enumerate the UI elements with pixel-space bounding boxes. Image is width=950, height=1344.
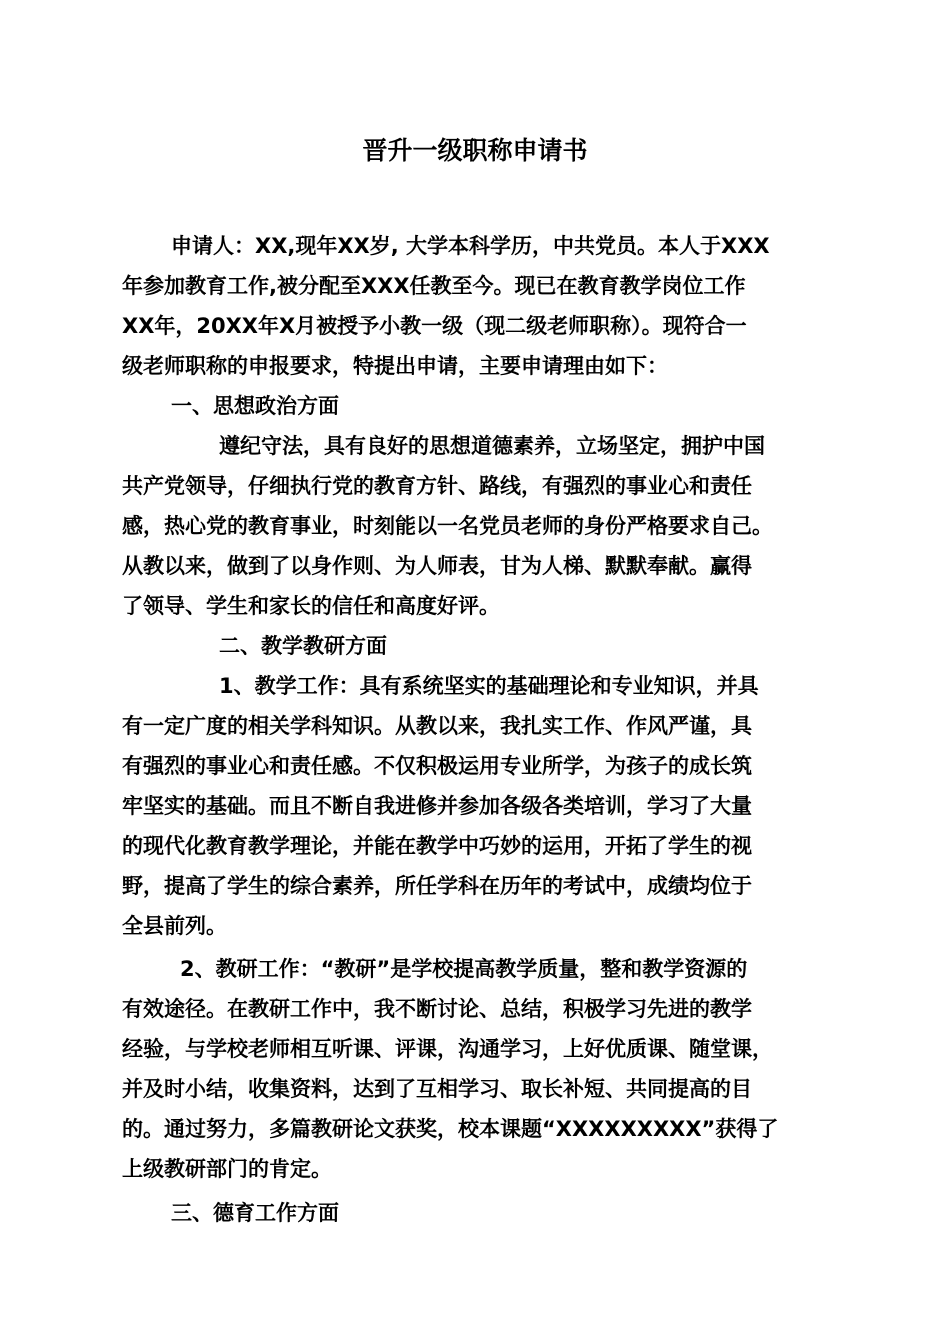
paragraph-line: 级老师职称的申报要求，特提出申请，主要申请理由如下： xyxy=(122,354,668,378)
paragraph-line: 有强烈的事业心和责任感。不仅积极运用专业所学，为孩子的成长筑 xyxy=(122,754,752,778)
paragraph-line: 经验，与学校老师相互听课、评课，沟通学习，上好优质课、随堂课， xyxy=(122,1037,773,1061)
paragraph-line: 年参加教育工作,被分配至XXX任教至今。现已在教育教学岗位工作 xyxy=(122,274,746,298)
paragraph-line: 并及时小结，收集资料，达到了互相学习、取长补短、共同提高的目 xyxy=(122,1077,752,1101)
paragraph-line: 感，热心党的教育事业，时刻能以一名党员老师的身份严格要求自己。 xyxy=(122,514,773,538)
document-title: 晋升一级职称申请书 xyxy=(362,136,588,165)
paragraph-line: 共产党领导，仔细执行党的教育方针、路线，有强烈的事业心和责任 xyxy=(122,474,752,498)
paragraph-line: 申请人：XX,现年XX岁, 大学本科学历，中共党员。本人于XXX xyxy=(171,234,770,258)
paragraph-line: 遵纪守法，具有良好的思想道德素养，立场坚定，拥护中国 xyxy=(219,434,765,458)
paragraph-line: 有一定广度的相关学科知识。从教以来，我扎实工作、作风严谨，具 xyxy=(122,714,752,738)
paragraph-line: 了领导、学生和家长的信任和高度好评。 xyxy=(122,594,500,618)
section-heading: 三、德育工作方面 xyxy=(171,1201,339,1225)
paragraph-line: 从教以来，做到了以身作则、为人师表，甘为人梯、默默奉献。赢得 xyxy=(122,554,752,578)
section-heading: 一、思想政治方面 xyxy=(171,394,339,418)
paragraph-line: 牢坚实的基础。而且不断自我进修并参加各级各类培训，学习了大量 xyxy=(122,794,752,818)
paragraph-line: XX年，20XX年X月被授予小教一级（现二级老师职称）。现符合一 xyxy=(122,314,747,338)
section-heading: 二、教学教研方面 xyxy=(219,634,387,658)
paragraph-line: 上级教研部门的肯定。 xyxy=(122,1157,332,1181)
paragraph-line: 1、教学工作：具有系统坚实的基础理论和专业知识，并具 xyxy=(219,674,759,698)
paragraph-line: 有效途径。在教研工作中，我不断讨论、总结，积极学习先进的教学 xyxy=(122,997,752,1021)
document-body xyxy=(122,226,862,1233)
paragraph-line: 的现代化教育教学理论，并能在教学中巧妙的运用，开拓了学生的视 xyxy=(122,834,752,858)
paragraph-line: 的。通过努力，多篇教研论文获奖，校本课题“XXXXXXXXX”获得了 xyxy=(122,1117,779,1141)
paragraph-line: 2、教研工作：“教研”是学校提高教学质量，整和教学资源的 xyxy=(180,957,748,981)
paragraph-line: 全县前列。 xyxy=(122,914,227,938)
paragraph-line: 野，提高了学生的综合素养，所任学科在历年的考试中，成绩均位于 xyxy=(122,874,752,898)
